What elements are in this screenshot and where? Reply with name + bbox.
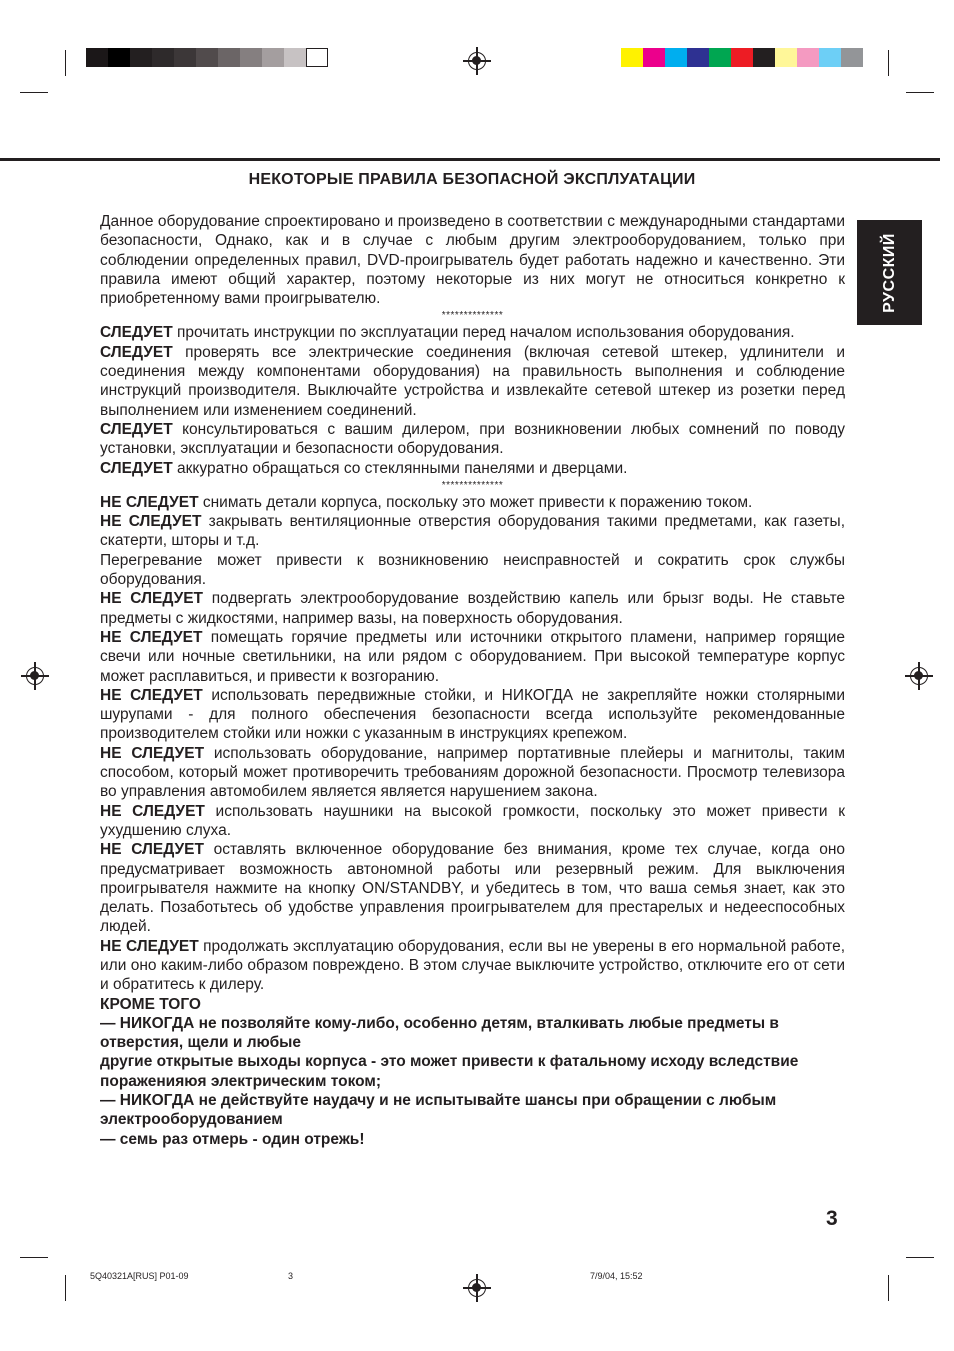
dont-text: подвергать электрооборудование воздействию капель или брызг воды. Не ставьте предметы с жидкостями, например вазы, на поверхность оборудования.	[100, 590, 845, 627]
besides-line: — НИКОГДА не действуйте наудачу и не испытывайте шансы при обращении с любым электрооборудованием	[100, 1092, 777, 1129]
do-text: аккуратно обращаться со стеклянными панелями и дверцами.	[172, 459, 628, 477]
dont-lead: НЕ СЛЕДУЕТ	[100, 937, 199, 955]
color-swatch	[819, 48, 841, 67]
registration-mark-icon	[26, 667, 44, 685]
dont-text: закрывать вентиляционные отверстия оборудования такими предметами, как газеты, скатерти, шторы и т.д.	[100, 513, 845, 550]
besides-heading: КРОМЕ ТОГО	[100, 995, 201, 1013]
dont-lead: НЕ СЛЕДУЕТ	[100, 841, 204, 859]
color-swatch	[643, 48, 665, 67]
do-lead: СЛЕДУЕТ	[100, 459, 173, 477]
do-lead: СЛЕДУЕТ	[100, 324, 173, 342]
dont-lead: НЕ СЛЕДУЕТ	[100, 590, 204, 608]
do-text: консультироваться с вашим дилером, при возникновении любых сомнений по поводу установки, эксплуатации и безопасности оборудования.	[100, 420, 845, 458]
color-swatch	[665, 48, 687, 67]
dont-text: использовать наушники на высокой громкости, поскольку это может привести к ухудшению слуха.	[100, 802, 845, 839]
crop-mark	[888, 1275, 889, 1301]
color-swatch	[108, 48, 130, 67]
dont-item	[100, 840, 845, 936]
do-lead: СЛЕДУЕТ	[100, 420, 173, 438]
color-swatch	[130, 48, 152, 67]
besides-line: — семь раз отмерь - один отрежь!	[100, 1130, 365, 1148]
color-swatch	[731, 48, 753, 67]
language-tab-label: РУССКИЙ	[880, 232, 898, 313]
registration-mark-icon	[468, 1279, 486, 1297]
crop-mark	[906, 1257, 934, 1258]
registration-mark-icon	[468, 52, 486, 70]
footer-file-id: 5Q40321A[RUS] P01-09	[90, 1271, 189, 1281]
dont-item	[100, 686, 845, 744]
separator: **************	[441, 310, 504, 322]
dont-lead: НЕ СЛЕДУЕТ	[100, 802, 205, 820]
color-swatch	[753, 48, 775, 67]
dont-lead: НЕ СЛЕДУЕТ	[100, 686, 203, 704]
dont-lead: НЕ СЛЕДУЕТ	[100, 513, 202, 531]
dont-text: продолжать эксплуатацию оборудования, если вы не уверены в его нормальной работе, или оно каким-либо образом повреждено. В этом случае выключите устройство, отключите его от сети и обратитесь к дилеру.	[100, 937, 845, 994]
color-swatch	[152, 48, 174, 67]
do-text: проверять все электрические соединения (включая сетевой штекер, удлинители и соединения между компонентами оборудования) на правильность выполнения и соблюдение инструкций производителя. Выключайте устройства и извлекайте сетевой штекер из розетки перед выполнением или изменением соединений.	[100, 343, 845, 419]
besides-line: другие открытые выходы корпуса - это может привести к фатальному исходу вследствие пораженияюя электрическим током;	[100, 1053, 799, 1090]
registration-mark-icon	[910, 667, 928, 685]
dont-text: использовать передвижные стойки, и НИКОГДА не закрепляйте ножки столярными шурупами - для полного обеспечения безопасности всегда используйте рекомендованные производителем стойки или ножки с указанным в инструкциях крепежом.	[100, 686, 846, 743]
do-item	[100, 420, 845, 459]
header-rule	[0, 158, 940, 161]
color-swatch	[86, 48, 108, 67]
dont-text: использовать оборудование, например портативные плейеры и магнитолы, таким способом, который может противоречить требованиям дорожной безопасности. Просмотр телевизора во управления автомобилем является является нарушением закона.	[100, 744, 845, 801]
language-side-tab	[857, 220, 922, 325]
color-swatch	[196, 48, 218, 67]
besides-line: — НИКОГДА не позволяйте кому-либо, особенно детям, вталкивать любые предметы в отверстия, щели и любые	[100, 1014, 779, 1052]
color-swatch	[797, 48, 819, 67]
dont-text: снимать детали корпуса, поскольку это может привести к поражению током.	[198, 493, 753, 511]
page-number: 3	[826, 1207, 838, 1230]
color-swatch	[174, 48, 196, 67]
grayscale-calibration-strip	[86, 48, 328, 67]
color-swatch	[709, 48, 731, 67]
color-swatch	[687, 48, 709, 67]
do-item	[100, 323, 845, 342]
do-lead: СЛЕДУЕТ	[100, 343, 173, 361]
dont-item	[100, 937, 845, 995]
dont-item	[100, 493, 845, 512]
dont-text: Перегревание может привести к возникновению неисправностей и сократить срок службы оборудования.	[100, 551, 845, 589]
page-title: НЕКОТОРЫЕ ПРАВИЛА БЕЗОПАСНОЙ ЭКСПЛУАТАЦИИ	[248, 171, 696, 188]
dont-item	[100, 589, 845, 628]
crop-mark	[20, 92, 48, 93]
crop-mark	[65, 50, 66, 76]
color-calibration-strip	[621, 48, 863, 67]
color-swatch	[262, 48, 284, 67]
footer-timestamp: 7/9/04, 15:52	[590, 1271, 643, 1281]
color-swatch	[218, 48, 240, 67]
dont-lead: НЕ СЛЕДУЕТ	[100, 628, 203, 646]
dont-item	[100, 802, 845, 841]
crop-mark	[888, 50, 889, 76]
color-swatch	[841, 48, 863, 67]
color-swatch	[621, 48, 643, 67]
dont-item	[100, 512, 845, 551]
dont-lead: НЕ СЛЕДУЕТ	[100, 493, 199, 511]
dont-item	[100, 551, 845, 590]
do-item	[100, 343, 845, 420]
separator: **************	[441, 479, 504, 491]
color-swatch	[306, 48, 328, 67]
do-text: прочитать инструкции по эксплуатации перед началом использования оборудования.	[172, 324, 795, 342]
color-swatch	[284, 48, 306, 67]
crop-mark	[65, 1275, 66, 1301]
intro-paragraph: Данное оборудование спроектировано и произведено в соответствии с международными стандартами безопасности, Однако, как и в случае с любым другим электрооборудованием, только при соблюдении определенных правил, DVD-проигрыватель будет работать надежно и качественно. Эти правила имеют общий характер, поэтому некоторые из них могут не относиться конкретно к приобретенному вами проигрывателю.	[100, 213, 845, 308]
safety-text	[100, 212, 845, 1149]
dont-text: оставлять включенное оборудование без внимания, кроме тех случае, когда оно предусматривает возможность автономной работы или резервный режим. Для выключения проигрывателя нажмите на кнопку ON/STANDBY, и убедитесь в том, что ваша семья знает, как это делать. Позаботьтесь об удобстве управления проигрывателем для престарелых и недееспособных людей.	[100, 841, 845, 936]
footer-page: 3	[288, 1271, 294, 1281]
crop-mark	[20, 1257, 48, 1258]
dont-text: помещать горячие предметы или источники открытого пламени, например горящие свечи или ночные светильники, на или рядом с оборудованием. При высокой температуре корпус может расплавиться, и привести к возгоранию.	[100, 628, 845, 685]
do-item	[100, 459, 845, 478]
dont-item	[100, 628, 845, 686]
dont-lead: НЕ СЛЕДУЕТ	[100, 744, 205, 762]
color-swatch	[240, 48, 262, 67]
color-swatch	[775, 48, 797, 67]
dont-item	[100, 744, 845, 802]
crop-mark	[906, 92, 934, 93]
